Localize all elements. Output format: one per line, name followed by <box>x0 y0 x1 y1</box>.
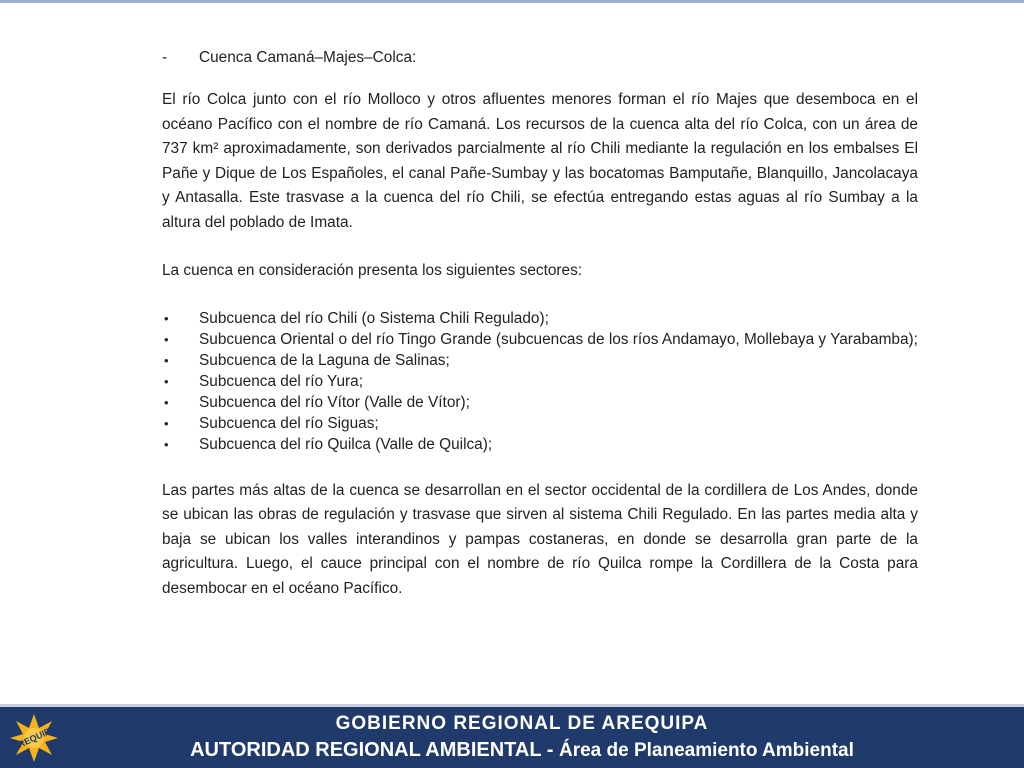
top-rule <box>0 0 1024 3</box>
footer-government-title: GOBIERNO REGIONAL DE AREQUIPA <box>335 713 709 734</box>
svg-text:AREQUIPA: AREQUIPA <box>10 723 58 753</box>
bullet-icon: • <box>164 352 169 368</box>
list-item: • Subcuenca del río Siguas; <box>164 414 379 432</box>
bullet-icon: • <box>164 394 169 410</box>
section-heading <box>162 40 918 76</box>
paragraph-sectors-intro: La cuenca en consideración presenta los siguientes sectores: <box>162 262 583 279</box>
document-body <box>162 40 918 625</box>
list-item: • Subcuenca de la Laguna de Salinas; <box>164 351 450 369</box>
sectors-list <box>162 308 918 455</box>
list-item: • Subcuenca Oriental o del río Tingo Grande (subcuencas de los ríos Andamayo, Mollebaya y Yarabamba); <box>164 330 918 348</box>
bullet-icon: • <box>164 415 169 431</box>
list-item: • Subcuenca del río Vítor (Valle de Vítor); <box>164 393 470 411</box>
footer-authority-title <box>0 739 1024 762</box>
heading-dash: - <box>162 49 168 66</box>
footer-banner <box>0 704 1024 768</box>
heading-text: Cuenca Camaná–Majes–Colca: <box>199 49 417 66</box>
list-item: • Subcuenca del río Quilca (Valle de Quilca); <box>164 435 493 453</box>
list-item: • Subcuenca del río Yura; <box>164 372 363 390</box>
footer-area-name: Área de Planeamiento Ambiental <box>558 740 854 761</box>
bullet-icon: • <box>164 331 169 347</box>
paragraph-colca: El río Colca junto con el río Molloco y otros afluentes menores forman el río Majes que desemboca en el océano Pacífico con el nombre de río Camaná. Los recursos de la cuenca alta del río Colca, con un área de 737 km² aproximadamente, son derivados parcialmente al río Chili mediante la regulación en los embalses El Pañe y Dique de Los Españoles, el canal Pañe-Sumbay y las bocatomas Bamputañe, Blanquillo, Jancolacaya y Antasalla. Este trasvase a la cuenca del río Chili, se efectúa entregando estas aguas al río Sumbay a la altura del poblado de Imata. <box>162 91 918 231</box>
footer-authority-name: AUTORIDAD REGIONAL AMBIENTAL - <box>190 739 559 761</box>
paragraph-upper-basin: Las partes más altas de la cuenca se desarrollan en el sector occidental de la cordillera de Los Andes, donde se ubican las obras de regulación y trasvase que sirven al sistema Chili Regulado. En las partes media alta y baja se ubican los valles interandinos y pampas costaneras, en donde se desarrolla gran parte de la agricultura. Luego, el cauce principal con el nombre de río Quilca rompe la Cordillera de la Costa para desembocar en el océano Pacífico. <box>162 481 918 597</box>
list-item: • Subcuenca del río Chili (o Sistema Chili Regulado); <box>164 309 549 327</box>
bullet-icon: • <box>164 436 169 452</box>
bullet-icon: • <box>164 373 169 389</box>
bullet-icon: • <box>164 310 169 326</box>
